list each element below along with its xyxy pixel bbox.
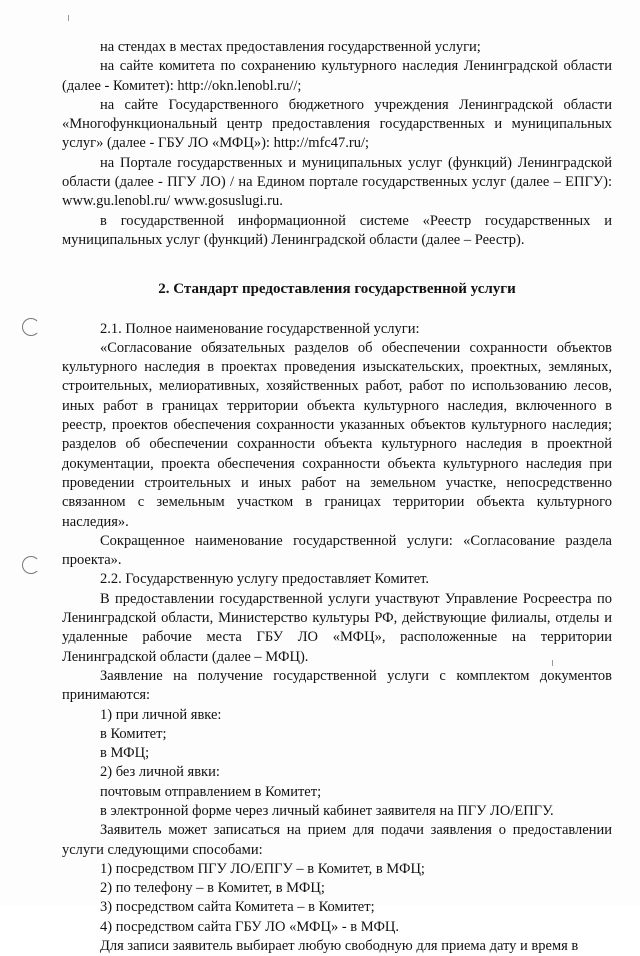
document-text [62,38,612,956]
intro-paragraph: на сайте Государственного бюджетного учреждения Ленинградской области «Многофункциональный центр предоставления государственных и муниципальных услуг» (далее - ГБУ ЛО «МФЦ»): http://mfc47.ru/; [62,96,612,152]
intro-paragraph: на стендах в местах предоставления государственной услуги; [100,39,481,55]
intro-paragraph: на сайте комитета по сохранению культурного наследия Ленинградской области (далее - Комитет): http://okn.lenobl.ru//; [62,58,612,94]
submission-list-item: 1) при личной явке: [100,706,222,723]
body-paragraph: Заявление на получение государственной услуги с комплектом документов принимаются: [62,667,612,704]
body-paragraph: 2.1. Полное наименование государственной услуги: [100,320,420,337]
submission-list-item: 2) без личной явки: [100,764,220,781]
intro-paragraph: на Портале государственных и муниципальных услуг (функций) Ленинградской области (далее - ПГУ ЛО) / на Едином портале государственных услуг (далее – ЕПГУ): www.gu.lenobl.ru/ www.gosuslugi.ru. [62,154,612,210]
scan-artifact-mark [68,15,69,21]
margin-punch-hole-mark [22,318,40,336]
submission-list-item: в МФЦ; [100,745,150,762]
submission-list-item: в электронной форме через личный кабинет заявителя на ПГУ ЛО/ЕПГУ. [100,802,554,819]
appointment-list-item: 2) по телефону – в Комитет, в МФЦ; [100,880,325,897]
appointment-list-item: 1) посредством ПГУ ЛО/ЕПГУ – в Комитет, в МФЦ; [100,860,425,877]
appointment-paragraph: Заявитель может записаться на прием для подачи заявления о предоставлении услуги следующими способами: [62,822,612,858]
intro-paragraph: в государственной информационной системе «Реестр государственных и муниципальных услуг (функций) Ленинградской области (далее – Реестр). [62,212,612,248]
section-heading: 2. Стандарт предоставления государственной услуги [158,281,516,298]
margin-punch-hole-mark [22,556,40,574]
appointment-list-item: 4) посредством сайта ГБУ ЛО «МФЦ» - в МФЦ. [100,918,400,935]
body-paragraph: Сокращенное наименование государственной услуги: «Согласование раздела проекта». [62,532,612,569]
body-paragraph: 2.2. Государственную услугу предоставляет Комитет. [100,571,430,588]
body-paragraph: В предоставлении государственной услуги участвуют Управление Росреестра по Ленинградской области, Министерство культуры РФ, действующие филиалы, отделы и удаленные рабочие места ГБУ ЛО «МФЦ», расположенные на территории Ленинградской области (далее – МФЦ). [62,590,612,665]
body-paragraph: «Согласование обязательных разделов об обеспечении сохранности объектов культурного наследия в проектах проведения изыскательских, проектных, земляных, строительных, мелиоративных, хозяйственных работ, работ по использованию лесов, иных работ в границах территории объекта культурного наследия, включенного в реестр, проектов обеспечения сохранности указанных объектов культурного наследия; разделов об обеспечении сохранности объекта культурного наследия в проектной документации, проекта обеспечения сохранности объекта культурного наследия при проведении строительных и иных работ на земельном участке, непосредственно связанном с земельным участком в границах территории объекта культурного наследия». [62,339,612,530]
submission-list-item: в Комитет; [100,725,167,742]
closing-paragraph: Для записи заявитель выбирает любую свободную для приема дату и время в [100,938,579,955]
submission-list-item: почтовым отправлением в Комитет; [100,783,322,800]
appointment-list-item: 3) посредством сайта Комитета – в Комитет; [100,899,375,916]
